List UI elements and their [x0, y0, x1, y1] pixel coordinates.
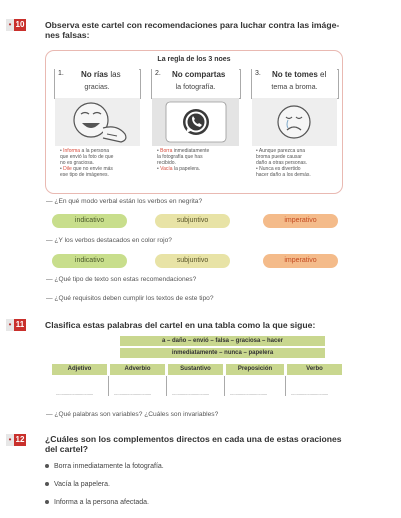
option-subjuntivo-2[interactable]: subjuntivo: [155, 254, 230, 268]
answer-blank-adverbio[interactable]: ..................................: [114, 391, 152, 397]
badge-dot: •: [6, 434, 14, 446]
exercise-12-badge: [6, 434, 26, 446]
answer-blank-adjetivo[interactable]: ..................................: [56, 391, 94, 397]
sentence-text: Borra inmediatamente la fotografía.: [54, 463, 164, 470]
poster-bullet-cont: la fotografía que has: [157, 154, 203, 160]
column-header-adverbio: Adverbio: [110, 364, 165, 375]
exercise-12-title: [45, 434, 395, 454]
laughing-face-illustration: [55, 98, 140, 146]
title-line-1: ¿Cuáles son los complementos directos en cada una de estas oraciones: [45, 434, 342, 444]
question-red-verbs: — ¿Y los verbos destacados en color rojo?: [46, 237, 172, 244]
rule-number: 1.: [58, 70, 64, 77]
option-imperativo-2[interactable]: imperativo: [263, 254, 338, 268]
title-line-2: del cartel?: [45, 444, 88, 454]
rule-card-1: [55, 68, 139, 98]
word-list-row-2: inmediatamente – nunca – papelera: [120, 348, 325, 358]
sentence-text: Informa a la persona afectada.: [54, 499, 149, 506]
sentence-item: [45, 499, 149, 506]
bullet-icon: [45, 464, 49, 468]
column-header-sustantivo: Sustantivo: [168, 364, 223, 375]
sentence-text: Vacía la papelera.: [54, 481, 110, 488]
column-divider: [166, 376, 167, 396]
question-variable-words: — ¿Qué palabras son variables? ¿Cuáles son invariables?: [46, 411, 219, 418]
title-line-2: nes falsas:: [45, 30, 90, 40]
rule-card-2: [152, 68, 239, 98]
rule-number: 2.: [155, 70, 161, 77]
rule-line-2: gracias.: [84, 82, 110, 91]
column-header-verbo: Verbo: [287, 364, 342, 375]
badge-dot: •: [6, 319, 14, 331]
exercise-10-badge: [6, 19, 26, 31]
question-text-type: — ¿Qué tipo de texto son estas recomendaciones?: [46, 276, 197, 283]
poster-bullet: • Aunque parezca una: [256, 148, 306, 154]
column-header-preposicion: Preposición: [226, 364, 284, 375]
rule-rest: el: [317, 70, 327, 79]
poster-bullet-cont: broma puede causar: [256, 154, 302, 160]
poster-bullet-cont: hacer daño a los demás.: [256, 172, 311, 178]
question-requirements: — ¿Qué requisitos deben cumplir los textos de este tipo?: [46, 295, 214, 302]
option-subjuntivo-1[interactable]: subjuntivo: [155, 214, 230, 228]
poster-bullet: • Vacía la papelera.: [157, 166, 201, 172]
poster-bullet-cont: recibido.: [157, 160, 176, 166]
column-divider: [285, 376, 286, 396]
rule-heading: [272, 70, 326, 79]
rule-rest: las: [108, 70, 121, 79]
whatsapp-phone-illustration: [152, 98, 239, 146]
rule-bold: No rías: [81, 70, 109, 79]
rule-number: 3.: [255, 70, 261, 77]
rule-heading: [172, 70, 225, 79]
poster-bullet: • Informa a la persona: [60, 148, 110, 154]
poster-title: La regla de los 3 noes: [157, 56, 231, 63]
poster-bullet: • Nunca es divertido: [256, 166, 301, 172]
rule-card-3: [252, 68, 337, 98]
answer-blank-verbo[interactable]: ..................................: [291, 391, 329, 397]
rule-line-2: tema a broma.: [271, 82, 318, 91]
bullet-icon: [45, 500, 49, 504]
poster-column-1: [60, 148, 144, 178]
poster-bullet-cont: no es graciosa.: [60, 160, 94, 166]
poster-bullet-cont: ese tipo de imágenes.: [60, 172, 109, 178]
rule-bold: No compartas: [172, 70, 226, 79]
bullet-icon: [45, 482, 49, 486]
exercise-11-badge: [6, 319, 26, 331]
column-divider: [224, 376, 225, 396]
rule-line-2: la fotografía.: [175, 82, 216, 91]
title-line-1: Observa este cartel con recomendaciones para luchar contra las imáge-: [45, 20, 340, 30]
sentence-item: [45, 463, 164, 470]
word-list-row-1: a – daño – envió – falsa – graciosa – hacer: [120, 336, 325, 346]
option-indicativo-1[interactable]: indicativo: [52, 214, 127, 228]
poster: [45, 50, 343, 194]
answer-blank-preposicion[interactable]: ..................................: [230, 391, 268, 397]
poster-bullet-cont: que envió la foto de que: [60, 154, 114, 160]
poster-column-3: [256, 148, 340, 178]
exercise-11-title: Clasifica estas palabras del cartel en una tabla como la que sigue:: [45, 320, 316, 330]
poster-bullet: • Dile que no envíe más: [60, 166, 113, 172]
rule-heading: [81, 70, 121, 79]
exercise-number: 11: [15, 320, 25, 329]
badge-dot: •: [6, 19, 14, 31]
exercise-10-title: [45, 20, 395, 40]
option-indicativo-2[interactable]: indicativo: [52, 254, 127, 268]
answer-blank-sustantivo[interactable]: ..................................: [172, 391, 210, 397]
sentence-item: [45, 481, 110, 488]
poster-bullet: • Borra inmediatamente: [157, 148, 210, 154]
poster-column-2: [157, 148, 243, 172]
option-imperativo-1[interactable]: imperativo: [263, 214, 338, 228]
poster-bullet-cont: daño a otras personas.: [256, 160, 308, 166]
exercise-number: 10: [15, 20, 25, 29]
crying-face-illustration: [252, 98, 337, 146]
exercise-number: 12: [15, 435, 25, 444]
column-divider: [108, 376, 109, 396]
question-verbal-mode: — ¿En qué modo verbal están los verbos en negrita?: [46, 198, 203, 205]
column-header-adjetivo: Adjetivo: [52, 364, 107, 375]
rule-bold: No te tomes: [272, 70, 318, 79]
